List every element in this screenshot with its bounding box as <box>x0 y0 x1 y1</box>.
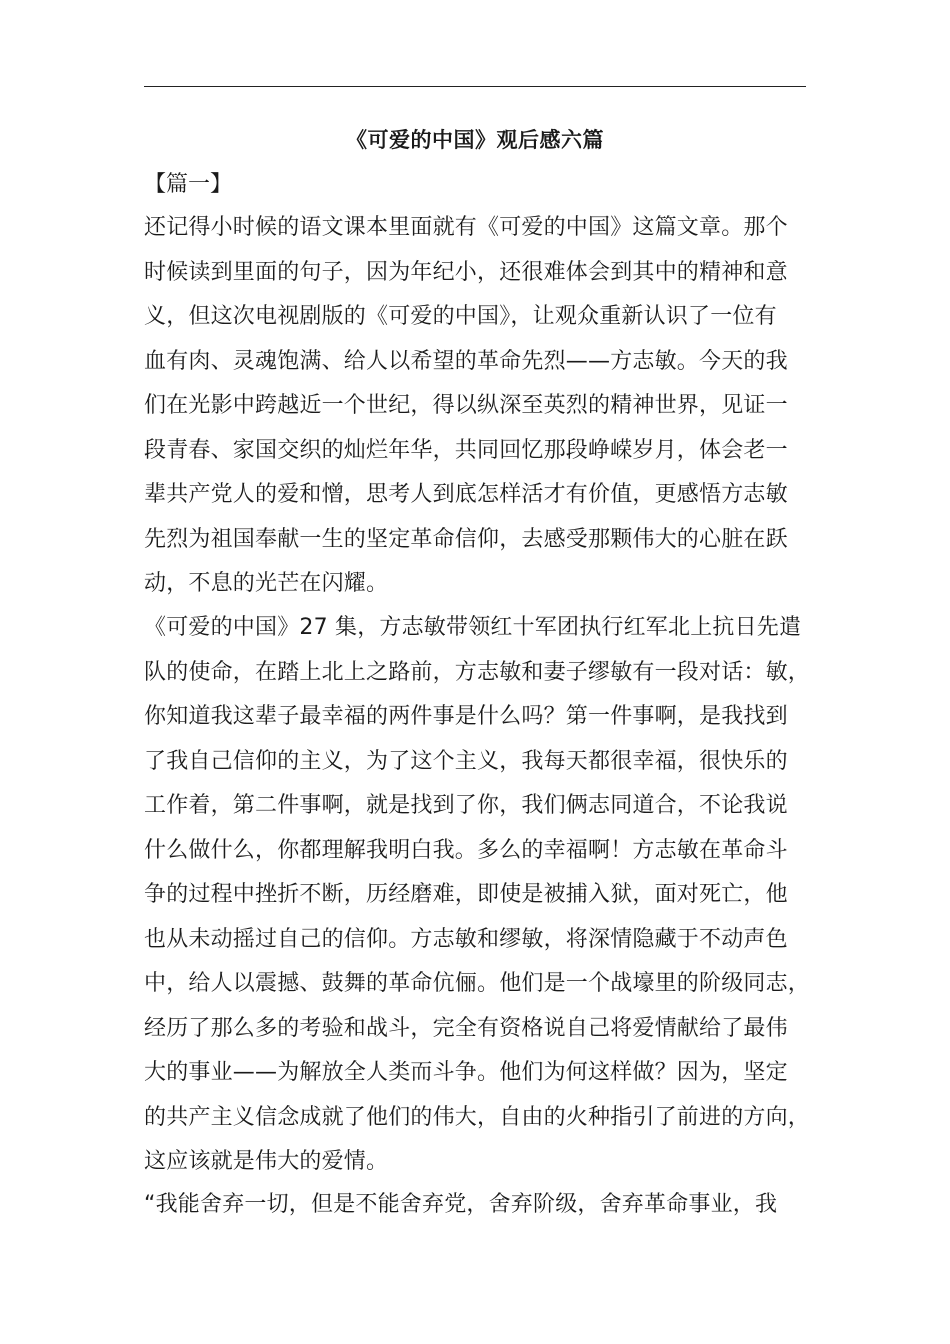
header-rule <box>144 86 806 87</box>
text-line: 你知道我这辈子最幸福的两件事是什么吗？第一件事啊，是我找到 <box>144 704 788 729</box>
text-line: 中，给人以震撼、鼓舞的革命伉俪。他们是一个战壕里的阶级同志， <box>144 971 811 996</box>
text-line: 时候读到里面的句子，因为年纪小，还很难体会到其中的精神和意 <box>144 259 788 285</box>
text-line: 这应该就是伟大的爱情。 <box>144 1149 389 1174</box>
text-line: 大的事业——为解放全人类而斗争。他们为何这样做？因为，坚定 <box>144 1060 788 1085</box>
text-line: 动，不息的光芒在闪耀。 <box>144 571 389 596</box>
text-line: 队的使命，在踏上北上之路前，方志敏和妻子缪敏有一段对话：敏， <box>144 659 811 685</box>
text-line: 义，但这次电视剧版的《可爱的中国》，让观众重新认识了一位有 <box>144 304 777 329</box>
text-line: 什么做什么，你都理解我明白我。多么的幸福啊！方志敏在革命斗 <box>144 837 788 863</box>
page-title: 《可爱的中国》观后感六篇 <box>346 128 604 152</box>
text-line: 血有肉、灵魂饱满、给人以希望的革命先烈——方志敏。今天的我 <box>144 348 788 374</box>
text-line: 工作着，第二件事啊，就是找到了你，我们俩志同道合，不论我说 <box>144 793 788 818</box>
paragraph-3 <box>144 1183 812 1228</box>
text-line: 们在光影中跨越近一个世纪，得以纵深至英烈的精神世界，见证一 <box>144 393 788 418</box>
text-line: 争的过程中挫折不断，历经磨难，即使是被捕入狱，面对死亡，他 <box>144 882 788 907</box>
text-line: 还记得小时候的语文课本里面就有《可爱的中国》这篇文章。那个 <box>144 215 788 240</box>
section-label: 【篇一】 <box>144 172 233 197</box>
text-line: 经历了那么多的考验和战斗，完全有资格说自己将爱情献给了最伟 <box>144 1015 788 1041</box>
paragraph-2 <box>144 606 812 1185</box>
text-line: 《可爱的中国》27 集，方志敏带领红十军团执行红军北上抗日先遣 <box>144 615 802 640</box>
text-line: 段青春、家国交织的灿烂年华，共同回忆那段峥嵘岁月，体会老一 <box>144 437 788 463</box>
text-line: 辈共产党人的爱和憎，思考人到底怎样活才有价值，更感悟方志敏 <box>144 482 788 507</box>
text-line: 的共产主义信念成就了他们的伟大，自由的火种指引了前进的方向， <box>144 1104 811 1130</box>
text-line: 先烈为祖国奉献一生的坚定革命信仰，去感受那颗伟大的心脏在跃 <box>144 526 788 552</box>
text-line: 了我自己信仰的主义，为了这个主义，我每天都很幸福，很快乐的 <box>144 748 788 774</box>
text-line: 也从未动摇过自己的信仰。方志敏和缪敏，将深情隐藏于不动声色 <box>144 926 788 952</box>
text-line: “我能舍弃一切，但是不能舍弃党，舍弃阶级，舍弃革命事业，我 <box>144 1192 778 1217</box>
paragraph-1 <box>144 206 812 607</box>
